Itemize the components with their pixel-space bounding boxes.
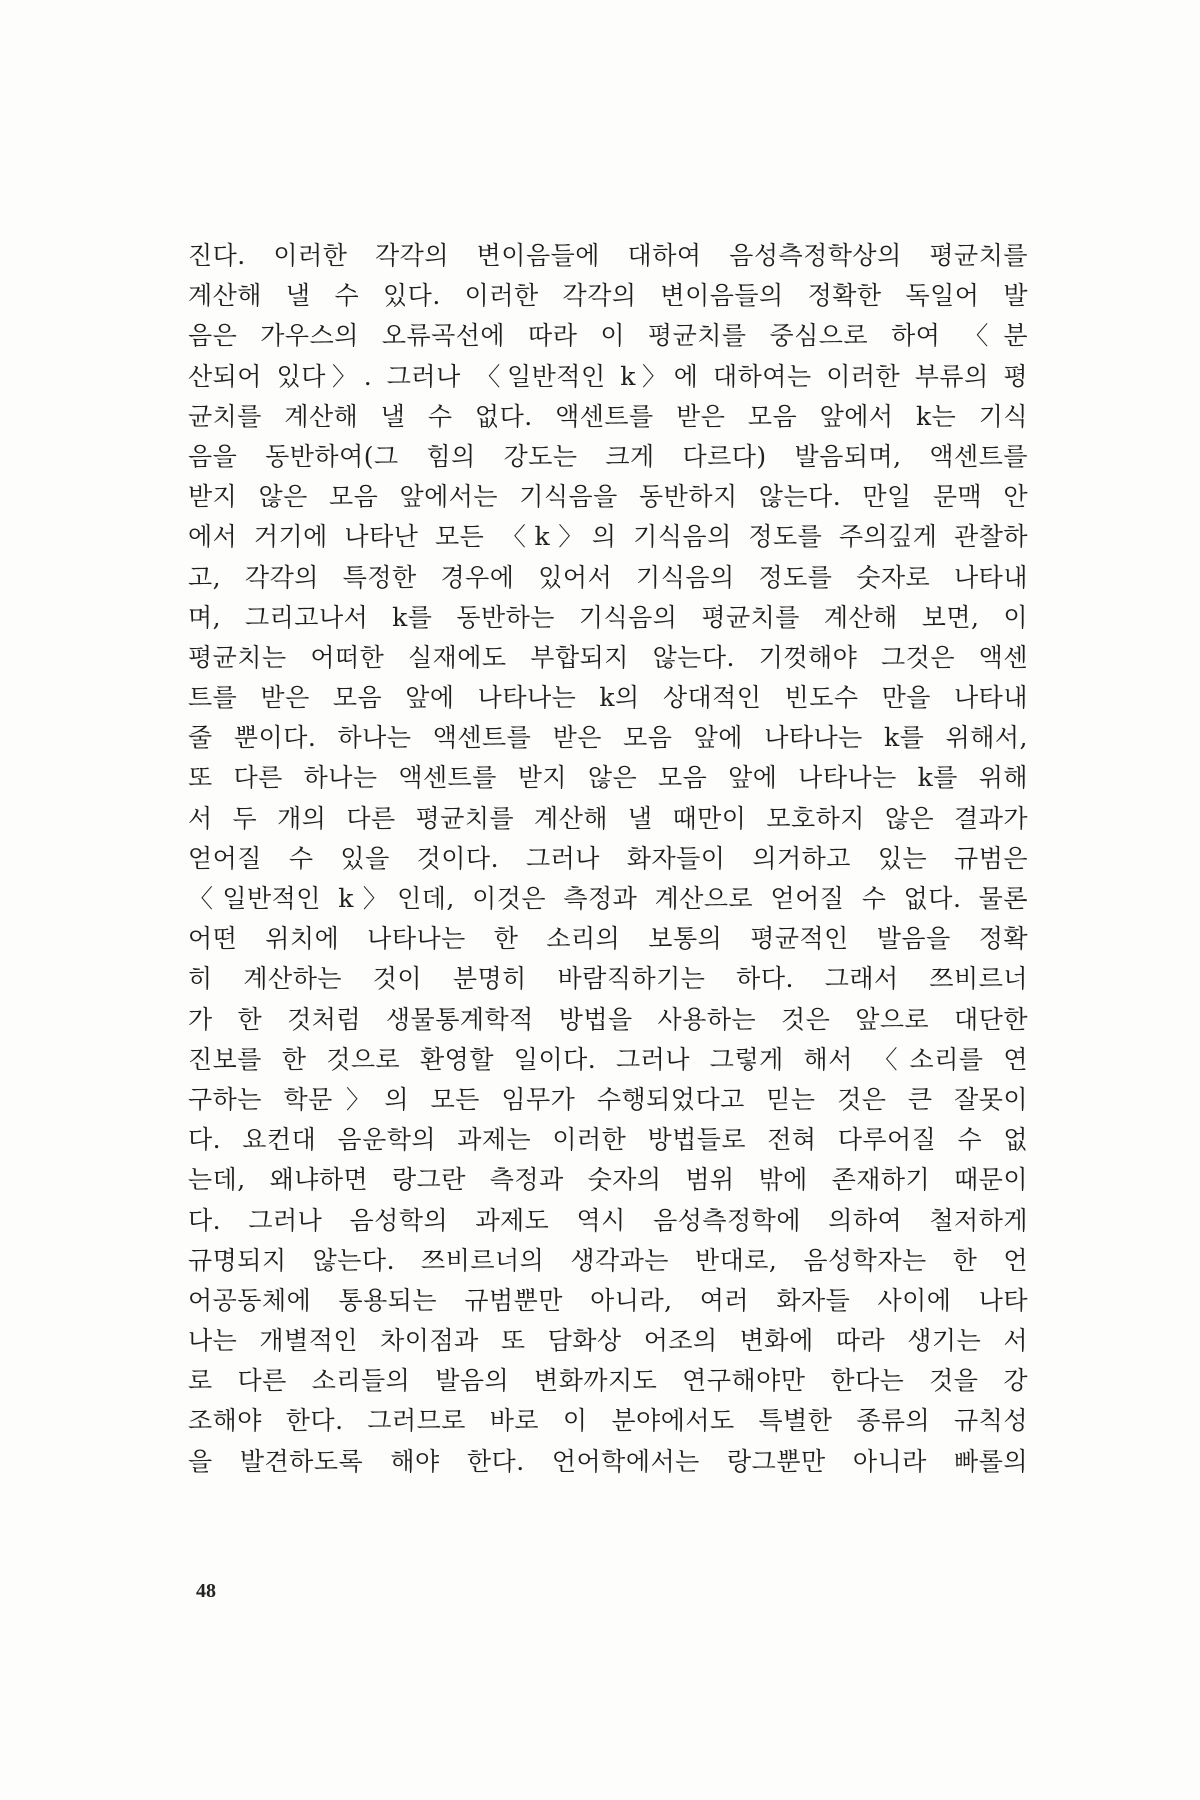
text-line: 다. 그러나 음성학의 과제도 역시 음성측정학에 의하여 철저하게	[188, 1205, 1028, 1235]
text-line: 균치를 계산해 낼 수 없다. 액센트를 받은 모음 앞에서 k는 기식	[188, 401, 1028, 431]
text-line: 평균치는 어떠한 실재에도 부합되지 않는다. 기껏해야 그것은 액센	[188, 642, 1028, 672]
text-line: 나는 개별적인 차이점과 또 담화상 어조의 변화에 따라 생기는 서	[188, 1326, 1028, 1356]
text-line: 조해야 한다. 그러므로 바로 이 분야에서도 특별한 종류의 규칙성	[188, 1406, 1028, 1436]
page-number: 48	[196, 1580, 216, 1602]
text-line: 다. 요컨대 음운학의 과제는 이러한 방법들로 전혀 다루어질 수 없	[188, 1125, 1028, 1155]
text-line: 또 다른 하나는 액센트를 받지 않은 모음 앞에 나타나는 k를 위해	[188, 763, 1028, 793]
text-line: 로 다른 소리들의 발음의 변화까지도 연구해야만 한다는 것을 강	[188, 1366, 1028, 1396]
text-line: 가 한 것처럼 생물통계학적 방법을 사용하는 것은 앞으로 대단한	[188, 1004, 1028, 1034]
text-line: 서 두 개의 다른 평균치를 계산해 낼 때만이 모호하지 않은 결과가	[188, 803, 1028, 833]
text-line: 어공동체에 통용되는 규범뿐만 아니라, 여러 화자들 사이에 나타	[188, 1285, 1028, 1315]
text-line: 에서 거기에 나타난 모든 〈k〉의 기식음의 정도를 주의깊게 관찰하	[188, 522, 1028, 552]
text-line: 고, 각각의 특정한 경우에 있어서 기식음의 정도를 숫자로 나타내	[188, 562, 1028, 592]
text-line: 진다. 이러한 각각의 변이음들에 대하여 음성측정학상의 평균치를	[188, 241, 1028, 270]
body-text	[188, 236, 1028, 1482]
text-line: 음을 동반하여(그 힘의 강도는 크게 다르다) 발음되며, 액센트를	[188, 441, 1028, 471]
text-line: 계산해 낼 수 있다. 이러한 각각의 변이음들의 정확한 독일어 발	[188, 281, 1028, 311]
text-line: 트를 받은 모음 앞에 나타나는 k의 상대적인 빈도수 만을 나타내	[188, 683, 1028, 713]
text-line: 어떤 위치에 나타나는 한 소리의 보통의 평균적인 발음을 정확	[188, 924, 1028, 954]
text-line: 산되어 있다〉. 그러나 〈일반적인 k〉에 대하여는 이러한 부류의 평	[188, 361, 1028, 391]
text-line: 줄 뿐이다. 하나는 액센트를 받은 모음 앞에 나타나는 k를 위해서,	[188, 723, 1028, 753]
text-line: 구하는 학문〉의 모든 임무가 수행되었다고 믿는 것은 큰 잘못이	[188, 1084, 1028, 1114]
text-line: 며, 그리고나서 k를 동반하는 기식음의 평균치를 계산해 보면, 이	[188, 602, 1028, 632]
text-line: 〈일반적인 k〉인데, 이것은 측정과 계산으로 얻어질 수 없다. 물론	[188, 884, 1028, 913]
text-line: 진보를 한 것으로 환영할 일이다. 그러나 그렇게 해서 〈소리를 연	[188, 1044, 1028, 1074]
text-line: 는데, 왜냐하면 랑그란 측정과 숫자의 범위 밖에 존재하기 때문이	[188, 1165, 1028, 1195]
text-line: 얻어질 수 있을 것이다. 그러나 화자들이 의거하고 있는 규범은	[188, 843, 1028, 873]
text-line: 규명되지 않는다. 쯔비르너의 생각과는 반대로, 음성학자는 한 언	[188, 1245, 1028, 1275]
text-line: 음은 가우스의 오류곡선에 따라 이 평균치를 중심으로 하여 〈분	[188, 321, 1028, 351]
text-line: 받지 않은 모음 앞에서는 기식음을 동반하지 않는다. 만일 문맥 안	[188, 482, 1028, 512]
text-line: 을 발견하도록 해야 한다. 언어학에서는 랑그뿐만 아니라 빠롤의	[188, 1446, 1028, 1476]
text-line: 히 계산하는 것이 분명히 바람직하기는 하다. 그래서 쯔비르너	[188, 964, 1028, 994]
